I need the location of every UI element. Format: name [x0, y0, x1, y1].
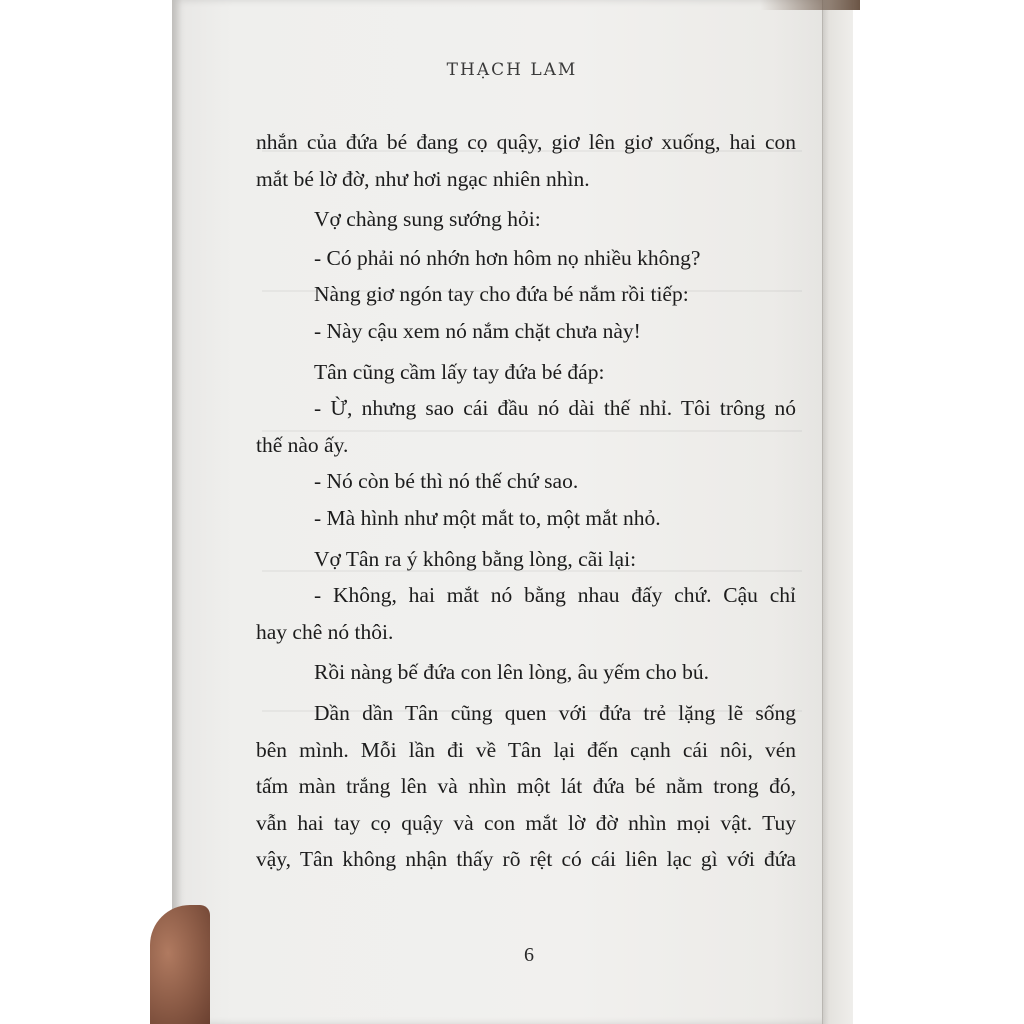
text-line: - Nó còn bé thì nó thế chứ sao. — [314, 469, 579, 494]
text-line: - Này cậu xem nó nắm chặt chưa này! — [314, 318, 641, 343]
text-line: vậy, Tân không nhận thấy rõ rệt có cái liên lạc gì với đứa — [256, 847, 796, 872]
text-line: hay chê nó thôi. — [256, 619, 394, 644]
text-line: Vợ chàng sung sướng hỏi: — [314, 207, 541, 232]
text-line: - Không, hai mắt nó bằng nhau đấy chứ. Cậu chỉ — [314, 583, 796, 608]
background-left — [0, 0, 172, 1024]
body-text — [256, 124, 796, 878]
text-line: tấm màn trắng lên và nhìn một lát đứa bé nằm trong đó, — [256, 774, 796, 799]
page-number: 6 — [524, 944, 534, 966]
running-header: THẠCH LAM — [446, 60, 578, 80]
thumb-holding-book — [150, 905, 210, 1024]
text-line: Tân cũng cầm lấy tay đứa bé đáp: — [314, 359, 605, 384]
text-line: - Ừ, nhưng sao cái đầu nó dài thế nhỉ. Tôi trông nó — [314, 396, 796, 421]
text-line: vẫn hai tay cọ quậy và con mắt lờ đờ nhìn mọi vật. Tuy — [256, 810, 796, 835]
text-line: Dần dần Tân cũng quen với đứa trẻ lặng lẽ sống — [314, 700, 796, 725]
text-line: Nàng giơ ngón tay cho đứa bé nắm rồi tiếp: — [314, 282, 689, 307]
text-line: Vợ Tân ra ý không bằng lòng, cãi lại: — [314, 546, 637, 571]
text-line: bên mình. Mỗi lần đi về Tân lại đến cạnh cái nôi, vén — [256, 737, 796, 762]
text-line: - Mà hình như một mắt to, một mắt nhỏ. — [314, 505, 661, 530]
text-line: - Có phải nó nhớn hơn hôm nọ nhiều không? — [314, 245, 701, 270]
next-page-edge — [822, 0, 853, 1024]
text-line: Rồi nàng bế đứa con lên lòng, âu yếm cho bú. — [314, 660, 709, 685]
background-corner — [760, 0, 860, 10]
text-line: thế nào ấy. — [256, 432, 349, 457]
text-line: mắt bé lờ đờ, như hơi ngạc nhiên nhìn. — [256, 166, 590, 191]
text-line: nhắn của đứa bé đang cọ quậy, giơ lên giơ xuống, hai con — [256, 130, 796, 154]
